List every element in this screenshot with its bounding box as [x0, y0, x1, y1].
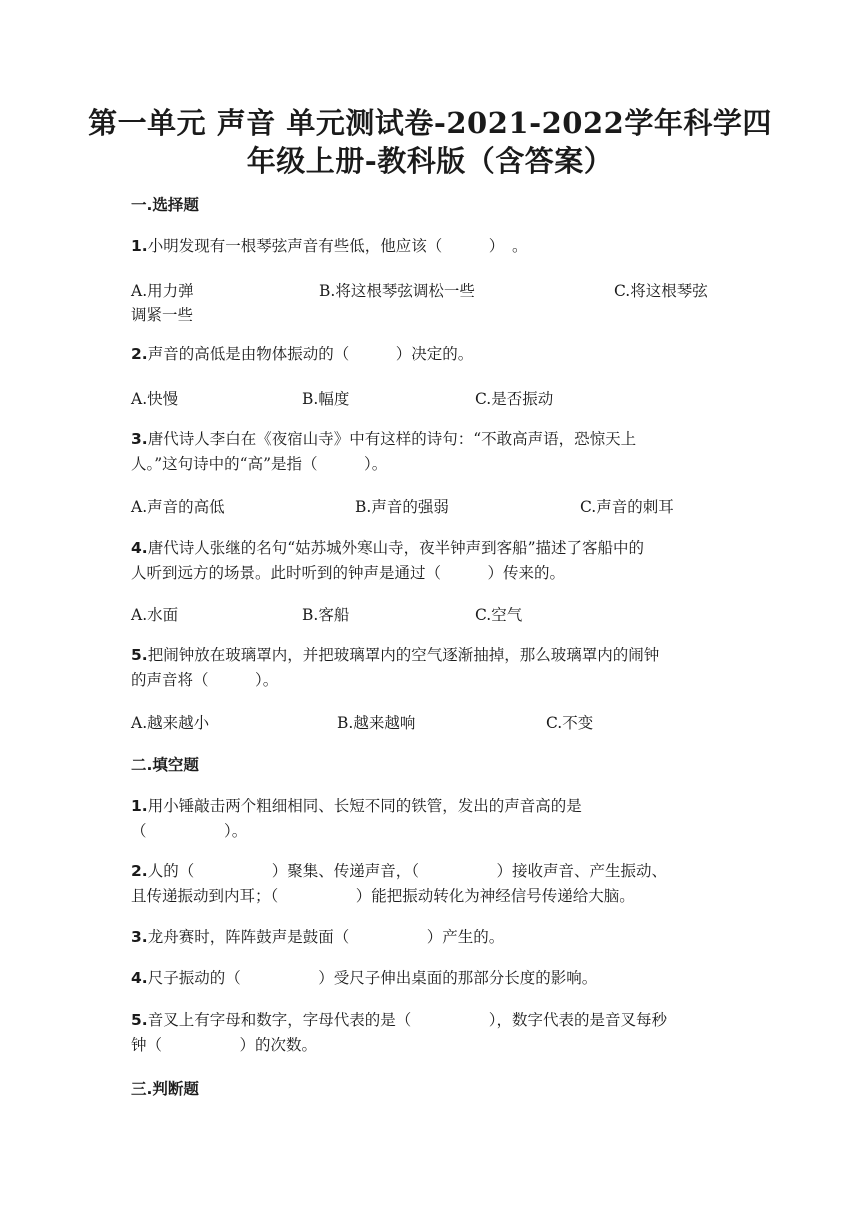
fill-question-4 — [131, 966, 731, 991]
option-b: B.幅度 — [302, 390, 350, 408]
question-number: 3. — [131, 430, 148, 448]
question-text-line-2: 人。”这句诗中的“高”是指（ ）。 — [131, 455, 388, 473]
choice-question-3 — [131, 427, 731, 477]
question-text-line-1: 音叉上有字母和数字，字母代表的是（ ），数字代表的是音叉每秒 — [147, 1011, 667, 1029]
question-text-line-2: 钟（ ）的次数。 — [131, 1036, 318, 1054]
option-c: C.空气 — [475, 606, 523, 624]
question-number: 2. — [131, 862, 148, 880]
question-number: 4. — [131, 539, 148, 557]
title-line-2: 年级上册-教科版（含答案） — [246, 144, 614, 178]
question-text-line-2: 且传递振动到内耳；（ ）能把振动转化为神经信号传递给大脑。 — [131, 887, 635, 905]
option-a: A.用力弹 — [131, 282, 194, 300]
question-text-line-2: 人听到远方的场景。此时听到的钟声是通过（ ）传来的。 — [131, 564, 566, 582]
question-number: 3. — [131, 928, 148, 946]
option-b: B.声音的强弱 — [355, 498, 449, 516]
question-text-line-1: 把闹钟放在玻璃罩内，并把玻璃罩内的空气逐渐抽掉，那么玻璃罩内的闹钟 — [147, 646, 660, 664]
section-heading-fill: 二.填空题 — [131, 756, 199, 774]
option-b: B.客船 — [302, 606, 350, 624]
question-number: 5. — [131, 646, 148, 664]
fill-question-2 — [131, 859, 731, 909]
question-text: 声音的高低是由物体振动的（ ）决定的。 — [147, 345, 474, 363]
option-c-continued: 调紧一些 — [131, 306, 194, 324]
choice-question-4 — [131, 536, 731, 586]
section-heading-choice: 一.选择题 — [131, 196, 199, 214]
document-title — [80, 104, 780, 180]
choice-options-4 — [131, 603, 731, 628]
option-a: A.水面 — [131, 606, 179, 624]
question-number: 2. — [131, 345, 148, 363]
option-b: B.越来越响 — [337, 714, 416, 732]
title-line-1: 第一单元 声音 单元测试卷-2021-2022学年科学四 — [88, 106, 772, 140]
choice-question-1 — [131, 234, 731, 259]
choice-options-3 — [131, 495, 731, 520]
option-c: C.将这根琴弦 — [614, 282, 708, 300]
question-text: 小明发现有一根琴弦声音有些低，他应该（ ） 。 — [147, 237, 528, 255]
question-number: 5. — [131, 1011, 148, 1029]
option-c: C.是否振动 — [475, 390, 554, 408]
question-text-line-1: 用小锤敲击两个粗细相同、长短不同的铁管，发出的声音高的是 — [147, 797, 582, 815]
question-text-line-1: 人的（ ）聚集、传递声音，（ ）接收声音、产生振动、 — [147, 862, 667, 880]
option-a: A.越来越小 — [131, 714, 210, 732]
choice-options-1-wrap — [131, 303, 731, 328]
question-text: 尺子振动的（ ）受尺子伸出桌面的那部分长度的影响。 — [147, 969, 598, 987]
question-number: 1. — [131, 797, 148, 815]
section-heading-judge: 三.判断题 — [131, 1080, 199, 1098]
question-text-line-2: （ ）。 — [131, 822, 248, 840]
choice-question-5 — [131, 643, 731, 693]
fill-question-1 — [131, 794, 731, 844]
option-b: B.将这根琴弦调松一些 — [319, 282, 475, 300]
question-text-line-2: 的声音将（ ）。 — [131, 671, 279, 689]
choice-options-1 — [131, 279, 731, 304]
option-c: C.不变 — [546, 714, 594, 732]
choice-options-2 — [131, 387, 731, 412]
option-c: C.声音的刺耳 — [580, 498, 674, 516]
question-text-line-1: 唐代诗人李白在《夜宿山寺》中有这样的诗句：“不敢高声语，恐惊天上 — [147, 430, 637, 448]
question-number: 4. — [131, 969, 148, 987]
question-text: 龙舟赛时，阵阵鼓声是鼓面（ ）产生的。 — [147, 928, 505, 946]
question-text-line-1: 唐代诗人张继的名句“姑苏城外寒山寺，夜半钟声到客船”描述了客船中的 — [147, 539, 645, 557]
fill-question-3 — [131, 925, 731, 950]
fill-question-5 — [131, 1008, 731, 1058]
option-a: A.快慢 — [131, 390, 179, 408]
choice-options-5 — [131, 711, 731, 736]
choice-question-2 — [131, 342, 731, 367]
option-a: A.声音的高低 — [131, 498, 225, 516]
question-number: 1. — [131, 237, 148, 255]
